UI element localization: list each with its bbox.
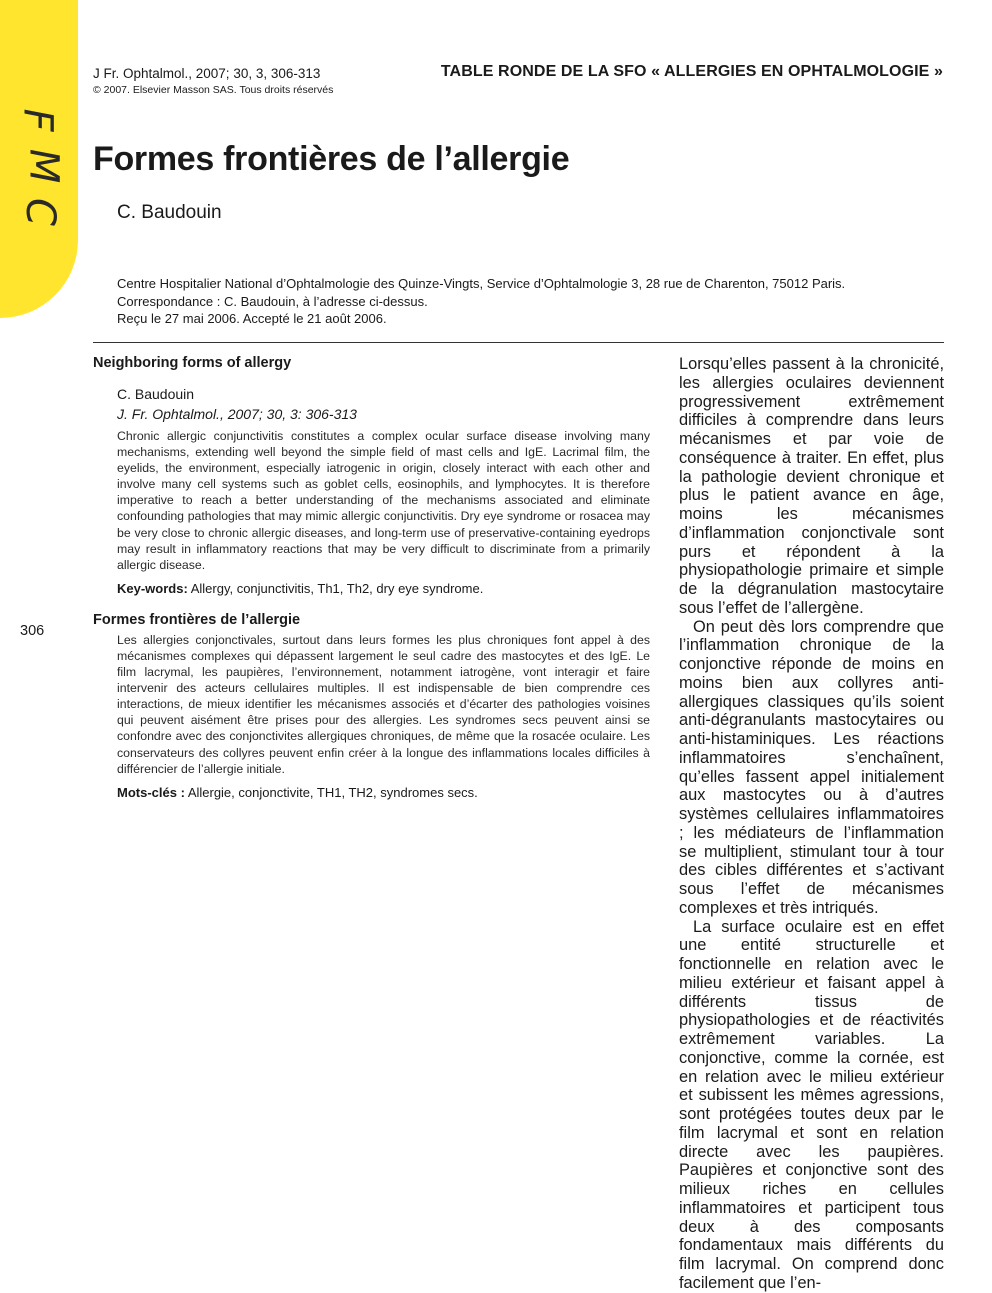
fmc-letter-c: C xyxy=(16,198,63,226)
abstract-en-author: C. Baudouin xyxy=(117,386,195,402)
fmc-letter-m: M xyxy=(20,148,67,184)
copyright-notice: © 2007. Elsevier Masson SAS. Tous droits réservés xyxy=(93,84,334,96)
mots-cles-value: Allergie, conjonctivite, TH1, TH2, syndromes secs. xyxy=(187,784,478,800)
article-title: Formes frontières de l’allergie xyxy=(93,140,570,178)
body-paragraph: La surface oculaire est en effet une entité structurelle et fonctionnelle en relation avec le milieu extérieur et faisant appel à différents tissus de physiopathologies et de réactivités extrêmement variables. La conjonctive, comme la cornée, est en relation avec le milieu extérieur et subissent les mêmes agressions, sont protégées toutes deux par le film lacrymal et sont en relation directe avec les paupières. Paupières et conjonctive sont des milieux riches en cellules inflammatoires et participent tous deux à des composants fondamentaux mais différents du film lacrymal. On comprend donc facilement que l’en- xyxy=(679,917,944,1292)
fmc-letter-f: F xyxy=(14,108,61,132)
abstract-fr-keywords xyxy=(117,785,650,800)
mots-cles-label: Mots-clés : xyxy=(117,784,185,800)
journal-reference: J Fr. Ophtalmol., 2007; 30, 3, 306-313 xyxy=(93,66,321,81)
abstract-en-citation: J. Fr. Ophtalmol., 2007; 30, 3: 306-313 xyxy=(117,406,357,422)
affiliation-block xyxy=(117,275,845,328)
body-paragraph: Lorsqu’elles passent à la chronicité, les allergies oculaires deviennent progressivement extrêmement difficiles à comprendre dans leurs mécanismes et par voie de conséquence à traiter. En effet, plus la pathologie devient chronique et plus le patient avance en âge, moins les mécanismes d’inflammation conjonctivale sont purs et répondent à la physiopathologie primaire et simple de la dégranulation mastocytaire sous l’effet de l’allergène. xyxy=(679,355,944,617)
abstract-fr-text: Les allergies conjonctivales, surtout dans leurs formes les plus chroniques font appel à des mécanismes complexes qui dépassent largement le seul cadre des mastocytes et des IgE. Le film lacrymal, les paupières, l’environnement, notamment iatrogène, vont interagir et faire intervenir des acteurs cellulaires multiples. Il est indispensable de bien comprendre ces interactions, de mieux identifier les mécanismes associés et d’écarter des pathologies voisines qui peuvent aisément être prises pour des allergies. Les syndromes secs peuvent ainsi se confondre avec des conjonctivites allergiques chroniques, de même que la rosacée oculaire. Les conservateurs des collyres peuvent enfin créer à la longue des inflammations locales difficiles à différencier de l’allergie initiale. xyxy=(117,632,650,776)
abstract-en-keywords xyxy=(117,581,650,596)
affiliation: Centre Hospitalier National d’Ophtalmologie des Quinze-Vingts, Service d’Ophtalmologie 3, 28 rue de Charenton, 75012 Paris. xyxy=(117,276,846,291)
article-author: C. Baudouin xyxy=(117,202,222,223)
keywords-value: Allergy, conjunctivitis, Th1, Th2, dry eye syndrome. xyxy=(190,580,484,596)
body-paragraph: On peut dès lors comprendre que l’inflammation chronique de la conjonctive réponde de moins en moins bien aux collyres anti-allergiques classiques qu’ils soient anti-dégranulants mastocytaires ou anti-histaminiques. Les réactions inflammatoires s’enchaînent, qu’elles fassent appel initialement aux mastocytes ou à d’autres systèmes cellulaires inflammatoires ; les médiateurs de l’inflammation se multiplient, stimulant tour à tour des cibles différentes et s’activant sous l’effet de mécanismes complexes et très intriqués. xyxy=(679,617,944,917)
abstracts-column xyxy=(93,355,650,800)
series-title: TABLE RONDE DE LA SFO « ALLERGIES EN OPHTALMOLOGIE » xyxy=(440,63,943,80)
keywords-label: Key-words: xyxy=(117,580,188,596)
abstract-fr-heading: Formes frontières de l’allergie xyxy=(93,611,301,628)
abstract-en-text: Chronic allergic conjunctivitis constitutes a complex ocular surface disease involving many mechanisms, extending well beyond the simple field of mast cells and IgE. Lacrimal film, the eyelids, the environment, especially iatrogenic in origin, closely interact with each other and involve many cell systems such as goblet cells, eosinophils, and lymphocytes. It is therefore imperative to reach a better understanding of the mechanisms associated and eliminate confounding pathologies that may mimic allergic conjunctivitis. Dry eye syndrome or rosacea may be very close to chronic allergic diseases, and long-term use of preservative-containing eyedrops may result in inflammatory reactions that may be very difficult to discriminate from a primarily allergic disease. xyxy=(117,429,650,572)
abstract-en-heading: Neighboring forms of allergy xyxy=(93,355,292,371)
abstract-french xyxy=(93,612,650,800)
correspondence: Correspondance : C. Baudouin, à l’adresse ci-dessus. xyxy=(117,293,428,309)
body-column xyxy=(679,355,944,1293)
abstract-english xyxy=(93,355,650,596)
received-dates: Reçu le 27 mai 2006. Accepté le 21 août 2006. xyxy=(117,311,387,326)
fmc-side-tab xyxy=(0,0,78,318)
page-number: 306 xyxy=(20,623,45,639)
header-divider xyxy=(93,342,944,343)
